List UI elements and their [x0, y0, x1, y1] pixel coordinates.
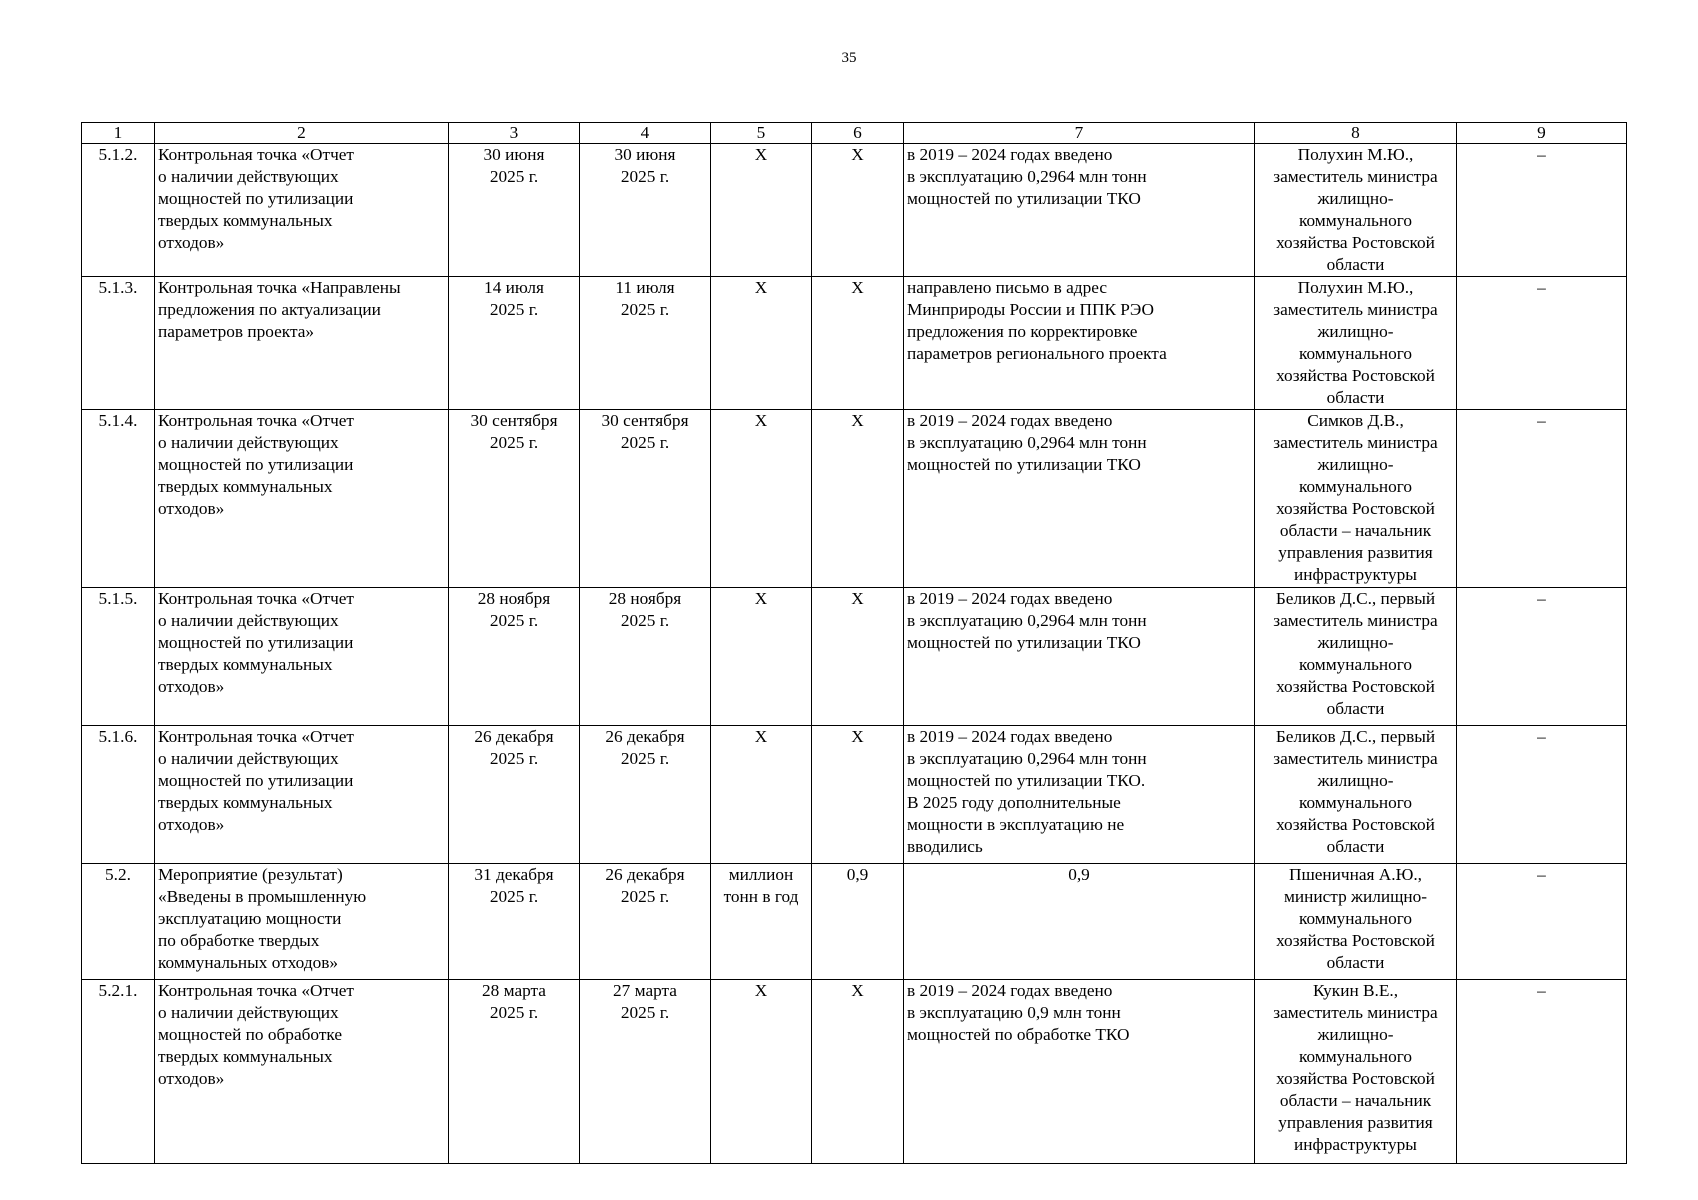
report-table [81, 122, 1627, 1164]
table-row [82, 980, 1627, 1164]
item-name: Контрольная точка «Отчет о наличии действующих мощностей по обработке твердых коммунальных отходов» [155, 980, 449, 1164]
row-number: 5.1.6. [82, 726, 155, 864]
row-number: 5.1.2. [82, 144, 155, 277]
note: – [1457, 980, 1627, 1164]
status-text: 0,9 [904, 864, 1255, 980]
item-name: Мероприятие (результат) «Введены в промышленную эксплуатацию мощности по обработке твердых коммунальных отходов» [155, 864, 449, 980]
header-cell: 4 [580, 123, 711, 144]
item-name: Контрольная точка «Направлены предложения по актуализации параметров проекта» [155, 277, 449, 410]
responsible: Беликов Д.С., первый заместитель министра жилищно- коммунального хозяйства Ростовской области [1255, 726, 1457, 864]
header-cell: 3 [449, 123, 580, 144]
plan-date: 30 июня 2025 г. [449, 144, 580, 277]
page-number: 35 [841, 50, 857, 66]
table-row [82, 588, 1627, 726]
fact-date: 11 июля 2025 г. [580, 277, 711, 410]
fact-date: 27 марта 2025 г. [580, 980, 711, 1164]
table-row [82, 864, 1627, 980]
fact-date: 26 декабря 2025 г. [580, 864, 711, 980]
value: X [812, 277, 904, 410]
row-number: 5.2.1. [82, 980, 155, 1164]
table-row [82, 410, 1627, 588]
table-row [82, 277, 1627, 410]
table-header-row [82, 123, 1627, 144]
header-cell: 8 [1255, 123, 1457, 144]
status-text: в 2019 – 2024 годах введено в эксплуатацию 0,2964 млн тонн мощностей по утилизации ТКО [904, 144, 1255, 277]
header-cell: 9 [1457, 123, 1627, 144]
plan-date: 26 декабря 2025 г. [449, 726, 580, 864]
fact-date: 30 сентября 2025 г. [580, 410, 711, 588]
unit: миллион тонн в год [711, 864, 812, 980]
row-number: 5.1.4. [82, 410, 155, 588]
item-name: Контрольная точка «Отчет о наличии действующих мощностей по утилизации твердых коммунальных отходов» [155, 144, 449, 277]
status-text: направлено письмо в адрес Минприроды России и ППК РЭО предложения по корректировке параметров регионального проекта [904, 277, 1255, 410]
value: 0,9 [812, 864, 904, 980]
value: X [812, 726, 904, 864]
fact-date: 30 июня 2025 г. [580, 144, 711, 277]
plan-date: 28 марта 2025 г. [449, 980, 580, 1164]
header-cell: 6 [812, 123, 904, 144]
header-cell: 5 [711, 123, 812, 144]
unit: X [711, 726, 812, 864]
plan-date: 30 сентября 2025 г. [449, 410, 580, 588]
responsible: Симков Д.В., заместитель министра жилищно- коммунального хозяйства Ростовской области – начальник управления развития инфраструктуры [1255, 410, 1457, 588]
status-text: в 2019 – 2024 годах введено в эксплуатацию 0,9 млн тонн мощностей по обработке ТКО [904, 980, 1255, 1164]
value: X [812, 410, 904, 588]
responsible: Пшеничная А.Ю., министр жилищно- коммунального хозяйства Ростовской области [1255, 864, 1457, 980]
table-row [82, 726, 1627, 864]
unit: X [711, 588, 812, 726]
header-cell: 1 [82, 123, 155, 144]
responsible: Беликов Д.С., первый заместитель министра жилищно- коммунального хозяйства Ростовской области [1255, 588, 1457, 726]
item-name: Контрольная точка «Отчет о наличии действующих мощностей по утилизации твердых коммунальных отходов» [155, 588, 449, 726]
fact-date: 28 ноября 2025 г. [580, 588, 711, 726]
header-cell: 7 [904, 123, 1255, 144]
row-number: 5.1.3. [82, 277, 155, 410]
row-number: 5.1.5. [82, 588, 155, 726]
responsible: Полухин М.Ю., заместитель министра жилищно- коммунального хозяйства Ростовской области [1255, 144, 1457, 277]
unit: X [711, 144, 812, 277]
note: – [1457, 144, 1627, 277]
row-number: 5.2. [82, 864, 155, 980]
header-cell: 2 [155, 123, 449, 144]
fact-date: 26 декабря 2025 г. [580, 726, 711, 864]
unit: X [711, 277, 812, 410]
note: – [1457, 726, 1627, 864]
value: X [812, 980, 904, 1164]
item-name: Контрольная точка «Отчет о наличии действующих мощностей по утилизации твердых коммунальных отходов» [155, 410, 449, 588]
status-text: в 2019 – 2024 годах введено в эксплуатацию 0,2964 млн тонн мощностей по утилизации ТКО [904, 588, 1255, 726]
note: – [1457, 864, 1627, 980]
note: – [1457, 588, 1627, 726]
responsible: Полухин М.Ю., заместитель министра жилищно- коммунального хозяйства Ростовской области [1255, 277, 1457, 410]
plan-date: 28 ноября 2025 г. [449, 588, 580, 726]
item-name: Контрольная точка «Отчет о наличии действующих мощностей по утилизации твердых коммунальных отходов» [155, 726, 449, 864]
note: – [1457, 410, 1627, 588]
unit: X [711, 410, 812, 588]
value: X [812, 588, 904, 726]
status-text: в 2019 – 2024 годах введено в эксплуатацию 0,2964 млн тонн мощностей по утилизации ТКО [904, 410, 1255, 588]
table-row [82, 144, 1627, 277]
plan-date: 31 декабря 2025 г. [449, 864, 580, 980]
value: X [812, 144, 904, 277]
status-text: в 2019 – 2024 годах введено в эксплуатацию 0,2964 млн тонн мощностей по утилизации ТКО. В 2025 году дополнительные мощности в эксплуатацию не вводились [904, 726, 1255, 864]
plan-date: 14 июля 2025 г. [449, 277, 580, 410]
unit: X [711, 980, 812, 1164]
responsible: Кукин В.Е., заместитель министра жилищно- коммунального хозяйства Ростовской области – начальник управления развития инфраструктуры [1255, 980, 1457, 1164]
note: – [1457, 277, 1627, 410]
